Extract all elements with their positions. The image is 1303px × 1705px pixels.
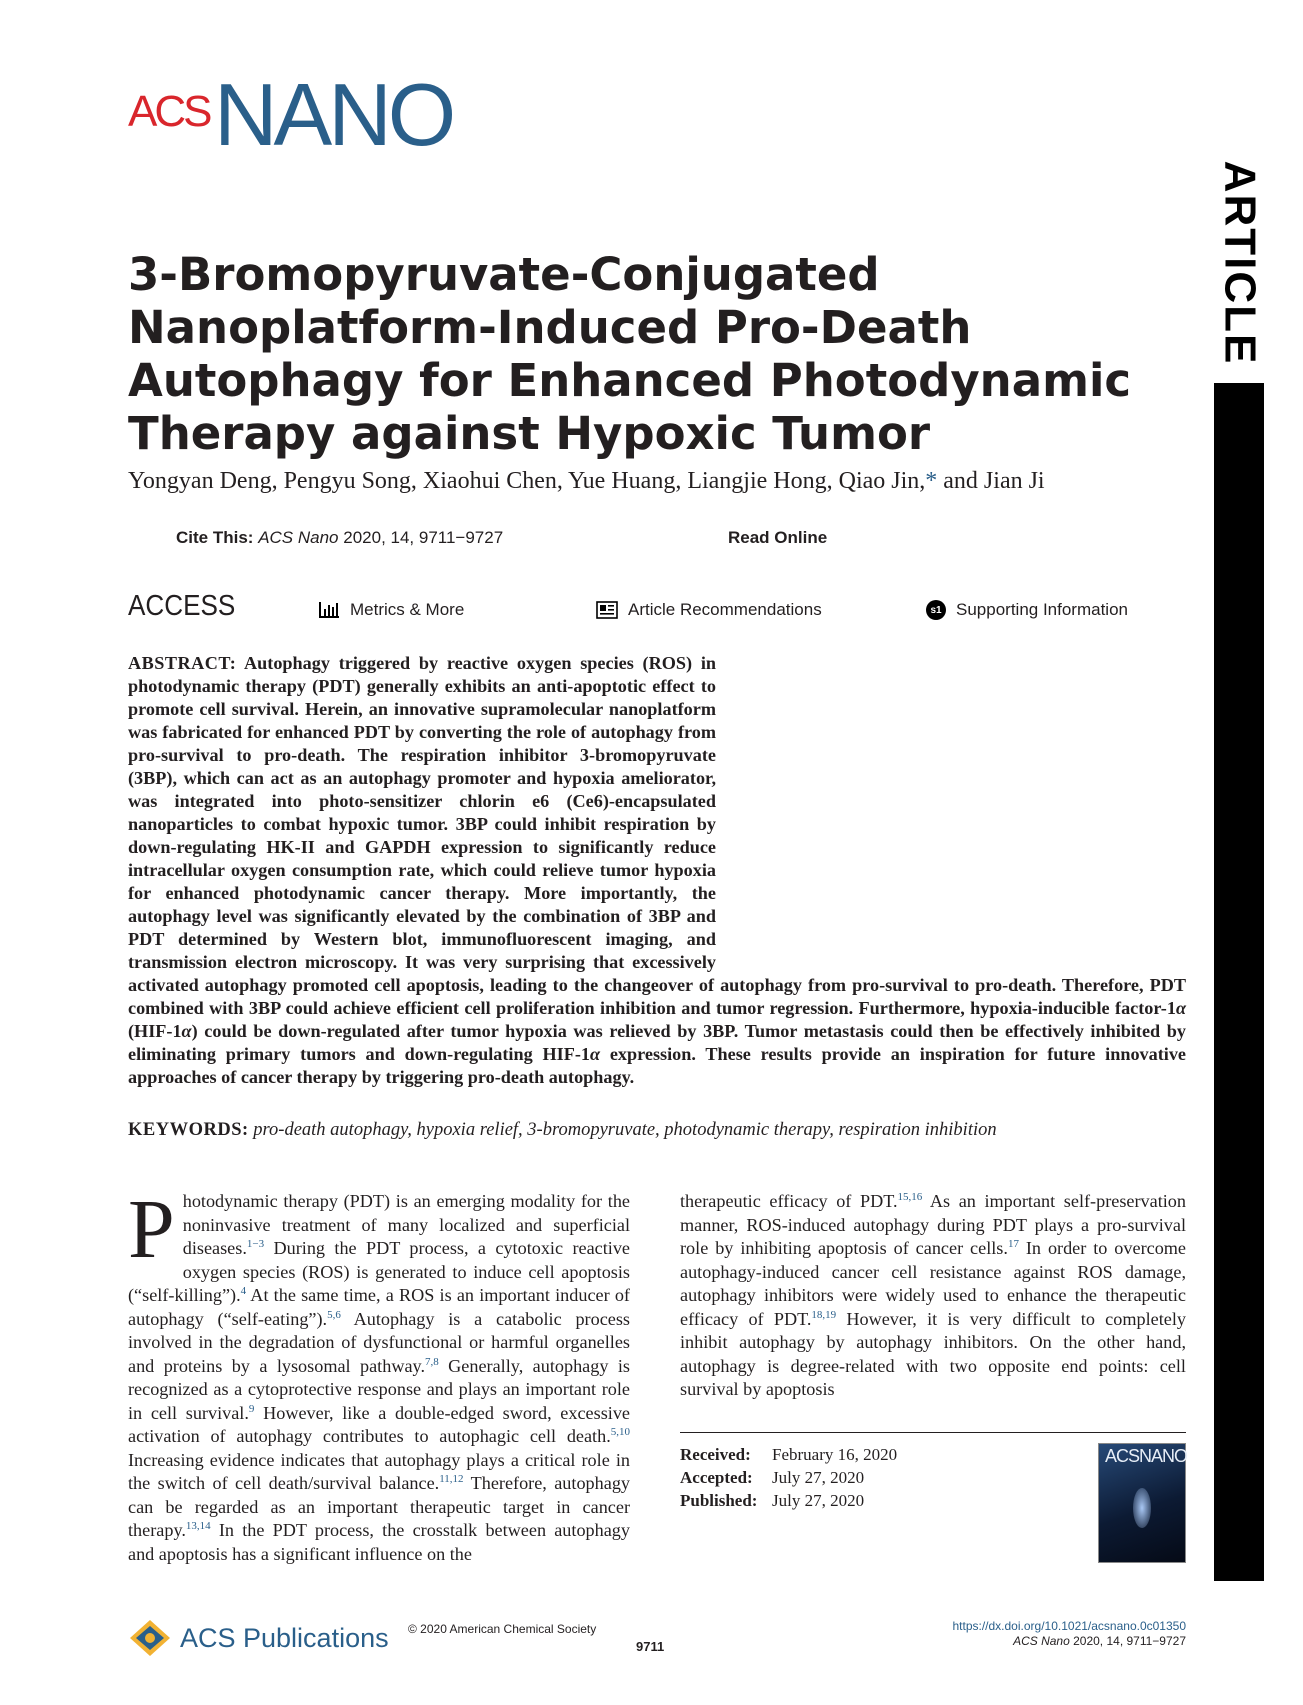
body-text: Increasing evidence indicates that autophagy plays a critical role in the switch of cell death/survival balance. xyxy=(128,1449,630,1493)
article-sidebar xyxy=(1214,143,1264,1581)
article-label: ARTICLE xyxy=(1215,160,1264,366)
acs-hexagon-icon xyxy=(128,1618,172,1658)
corresponding-author-link[interactable]: * xyxy=(925,468,938,494)
dates-divider xyxy=(680,1432,1186,1433)
body-text: Therefore, autophagy can be regarded as an important therapeutic target in cancer therapy. xyxy=(128,1473,631,1540)
keywords-text: pro-death autophagy, hypoxia relief, 3-bromopyruvate, photodynamic therapy, respiration inhibition xyxy=(253,1120,997,1140)
reference-link[interactable]: 17 xyxy=(1007,1237,1019,1250)
date-value: February 16, 2020 xyxy=(772,1445,898,1464)
doi-link[interactable]: https://dx.doi.org/10.1021/acsnano.0c01350 xyxy=(952,1619,1186,1633)
reference-link[interactable]: 15,16 xyxy=(897,1190,923,1203)
body-text: Generally, autophagy is recognized as a cytoprotective response and plays an important role in cell survival. xyxy=(128,1355,630,1423)
keywords xyxy=(128,1120,997,1141)
logo-acs: ACS xyxy=(128,87,210,136)
article-recommendations-button[interactable] xyxy=(596,600,822,620)
cite-label: Cite This: xyxy=(176,528,254,547)
date-received xyxy=(680,1443,897,1466)
alpha-symbol: α xyxy=(181,1021,192,1041)
body-text: therapeutic efficacy of PDT. xyxy=(680,1191,898,1211)
body-text: Autophagy is a catabolic process involved in the degradation of dysfunctional or harmful organelles and proteins by a lysosomal pathway. xyxy=(128,1308,630,1376)
body-text: In order to overcome autophagy-induced cancer cell resistance against ROS damage, autophagy inhibitors were widely used to enhance the therapeutic efficacy of PDT. xyxy=(680,1238,1187,1329)
footer-citation xyxy=(952,1634,1186,1649)
reference-link[interactable]: 18,19 xyxy=(811,1308,837,1321)
article-label-box xyxy=(1214,143,1264,383)
doi-block xyxy=(952,1619,1186,1649)
reference-link[interactable]: 4 xyxy=(240,1284,247,1297)
alpha-symbol: α xyxy=(589,1044,601,1064)
supporting-information-button[interactable] xyxy=(926,600,1128,620)
keywords-label: KEYWORDS: xyxy=(128,1120,249,1140)
page-number: 9711 xyxy=(636,1639,665,1654)
read-online-link[interactable]: Read Online xyxy=(728,528,828,547)
supporting-information-label: Supporting Information xyxy=(956,600,1128,619)
bar-chart-icon xyxy=(318,601,340,619)
cite-journal: ACS Nano xyxy=(258,528,339,547)
cite-details: 2020, 14, 9711−9727 xyxy=(343,528,504,547)
publisher-name: ACS Publications xyxy=(180,1622,389,1653)
date-accepted xyxy=(680,1466,897,1489)
body-text: During the PDT process, a cytotoxic reactive oxygen species (ROS) is generated to induce cell apoptosis (“self-killing”). xyxy=(128,1238,630,1305)
date-label: Published: xyxy=(680,1491,758,1510)
cover-title: ACSNANO xyxy=(1105,1446,1188,1466)
reference-link[interactable]: 5,10 xyxy=(610,1425,630,1438)
access-heading: ACCESS xyxy=(128,590,236,622)
body-text: hotodynamic therapy (PDT) is an emerging modality for the noninvasive treatment of many localized and superficial diseases. xyxy=(182,1191,630,1258)
supporting-info-icon: s1 xyxy=(926,600,946,620)
body-text: As an important self-preservation manner, ROS-induced autophagy during PDT plays a pro-survival role by inhibiting apoptosis of cancer cells. xyxy=(680,1191,1186,1258)
body-text: In the PDT process, the crosstalk between autophagy and apoptosis has a significant influence on the xyxy=(128,1520,630,1564)
article-list-icon xyxy=(596,601,618,619)
date-label: Received: xyxy=(680,1445,751,1464)
reference-link[interactable]: 9 xyxy=(248,1402,255,1415)
date-label: Accepted: xyxy=(680,1468,753,1487)
publication-dates xyxy=(680,1443,897,1512)
abstract-text-3: ) could be down-regulated after tumor hypoxia was relieved by 3BP. Tumor metastasis could then be effectively inhibited by eliminating primary tumors and down-regulating HIF-1 xyxy=(128,1021,1186,1064)
logo-nano: NANO xyxy=(214,65,453,164)
acs-publications-logo[interactable] xyxy=(128,1618,389,1658)
author-list xyxy=(128,468,1045,495)
body-column-right xyxy=(680,1190,1186,1402)
date-value: July 27, 2020 xyxy=(772,1468,865,1487)
abstract-text-4: expression. These results provide an inspiration for future innovative approaches of cancer therapy by triggering pro-death autophagy. xyxy=(128,1044,1186,1087)
journal-cover-thumbnail[interactable] xyxy=(1098,1443,1186,1563)
reference-link[interactable]: 11,12 xyxy=(439,1472,464,1485)
article-title: 3-Bromopyruvate-Conjugated Nanoplatform-Induced Pro-Death Autophagy for Enhanced Photodynamic Therapy against Hypoxic Tumor xyxy=(128,248,1132,460)
body-column-left xyxy=(128,1183,631,1566)
copyright: © 2020 American Chemical Society xyxy=(408,1622,597,1636)
journal-logo xyxy=(128,65,508,164)
metrics-more-button[interactable] xyxy=(318,600,464,620)
abstract-text-2: (HIF-1 xyxy=(128,1021,182,1041)
toc-graphic-space xyxy=(716,652,1186,972)
alpha-symbol: α xyxy=(1175,998,1186,1018)
abstract-label: ABSTRACT: xyxy=(128,653,237,673)
reference-link[interactable]: 13,14 xyxy=(185,1519,211,1532)
footer-details: 2020, 14, 9711−9727 xyxy=(1073,1634,1186,1648)
body-text: However, like a double-edged sword, excessive activation of autophagy contributes to autophagic cell death. xyxy=(128,1402,630,1446)
reference-link[interactable]: 5,6 xyxy=(327,1308,341,1321)
footer-journal: ACS Nano xyxy=(1013,1634,1070,1648)
metrics-more-label: Metrics & More xyxy=(350,600,465,619)
article-recommendations-label: Article Recommendations xyxy=(628,600,822,619)
date-value: July 27, 2020 xyxy=(772,1491,865,1510)
author-names: Yongyan Deng, Pengyu Song, Xiaohui Chen, Yue Huang, Liangjie Hong, Qiao Jin, xyxy=(128,468,926,494)
body-text: However, it is very difficult to completely inhibit autophagy by autophagy inhibitors. On the other hand, autophagy is degree-related with two opposite end points: cell survival by apoptosis xyxy=(680,1308,1186,1399)
author-last: and Jian Ji xyxy=(937,468,1045,494)
body-text: At the same time, a ROS is an important inducer of autophagy (“self-eating”). xyxy=(128,1285,630,1329)
abstract xyxy=(128,652,1186,1089)
date-published xyxy=(680,1489,897,1512)
reference-link[interactable]: 7,8 xyxy=(425,1355,439,1368)
reference-link[interactable]: 1−3 xyxy=(246,1237,265,1250)
cite-this[interactable] xyxy=(176,528,503,548)
cover-artwork xyxy=(1133,1488,1151,1528)
abstract-text-1: Autophagy triggered by reactive oxygen species (ROS) in photodynamic therapy (PDT) generally exhibits an anti-apoptotic effect to promote cell survival. Herein, an innovative supramolecular nanoplatform was fabricated for enhanced PDT by converting the role of autophagy from pro-survival to pro-death. The respiration inhibitor 3-bromopyruvate (3BP), which can act as an autophagy promoter and hypoxia ameliorator, was integrated into photo-sensitizer chlorin e6 (Ce6)-encapsulated nanoparticles to combat hypoxic tumor. 3BP could inhibit respiration by down-regulating HK-II and GAPDH expression to significantly reduce intracellular oxygen consumption rate, which could relieve tumor hypoxia for enhanced photodynamic cancer therapy. More importantly, the autophagy level was significantly elevated by the combination of 3BP and PDT determined by Western blot, immunofluorescent imaging, and transmission electron microscopy. It was very surprising that excessively activated autophagy promoted cell apoptosis, leading to the changeover of autophagy from pro-survival to pro-death. Therefore, PDT combined with 3BP could achieve efficient cell proliferation inhibition and tumor regression. Furthermore, hypoxia-inducible factor-1 xyxy=(128,653,1186,1018)
drop-cap: P xyxy=(128,1183,175,1276)
